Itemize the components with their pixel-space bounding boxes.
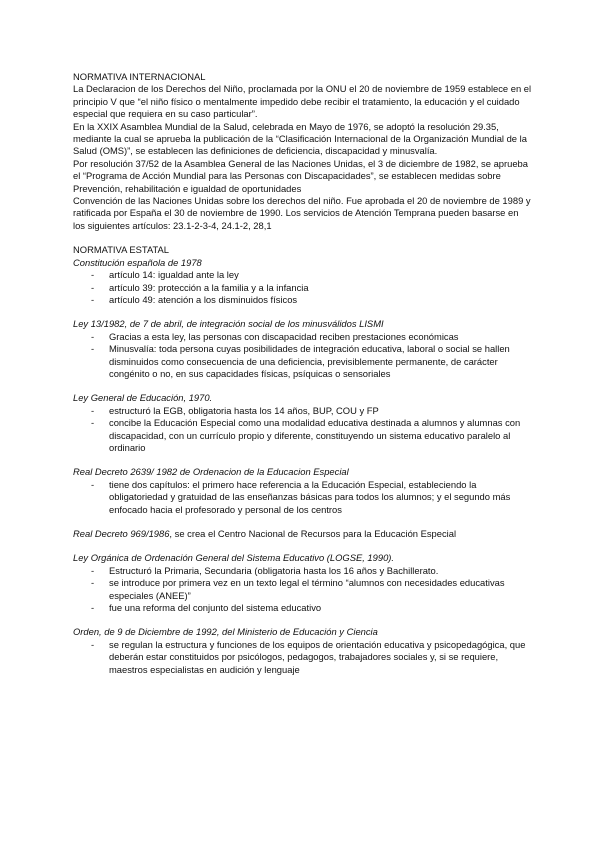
orden1992-title: Orden, de 9 de Diciembre de 1992, del Ministerio de Educación y Ciencia xyxy=(73,626,378,638)
list-item: - Minusvalía: toda persona cuyas posibilidades de integración educativa, laboral o social se hallen disminuidos como consecuencia de una deficiencia, previsiblemente permanente, de carácter congénito o no, en sus capacidades físicas, psíquicas o sensoriales xyxy=(91,343,510,379)
list-item: - Estructuró la Primaria, Secundaria (obligatoria hasta los 16 años y Bachillerato. xyxy=(91,564,439,576)
lismi-list xyxy=(73,331,533,381)
lismi-title: Ley 13/1982, de 7 de abril, de integración social de los minusválidos LISMI xyxy=(73,318,384,330)
list-item: - fue una reforma del conjunto del sistema educativo xyxy=(91,602,322,614)
estatal-heading: NORMATIVA ESTATAL xyxy=(73,244,170,256)
list-item: - artículo 14: igualdad ante la ley xyxy=(91,269,239,281)
intl-paragraph-3: Por resolución 37/52 de la Asamblea General de las Naciones Unidas, el 3 de diciembre de 1982, se aprueba el “Programa de Acción Mundial para las Personas con Discapacidades”, se establecen medidas sobre Prevención, rehabilitación e igualdad de oportunidades xyxy=(73,157,528,194)
rd2639-title: Real Decreto 2639/ 1982 de Ordenacion de la Educacion Especial xyxy=(73,466,349,478)
document-page xyxy=(73,71,533,676)
list-item: - estructuró la EGB, obligatoria hasta los 14 años, BUP, COU y FP xyxy=(91,404,379,416)
intl-paragraph-4: Convención de las Naciones Unidas sobre los derechos del niño. Fue aprobada el 20 de noviembre de 1989 y ratificada por España el 30 de noviembre de 1990. Los servicios de Atención Temprana pueden basarse en los siguientes artículos: 23.1-2-3-4, 24.1-2, 28,1 xyxy=(73,195,531,231)
logse-list xyxy=(73,565,533,615)
constitucion-title: Constitución española de 1978 xyxy=(73,256,202,268)
list-item: - Gracias a esta ley, las personas con discapacidad reciben prestaciones económicas xyxy=(91,330,459,342)
list-item: - tiene dos capítulos: el primero hace referencia a la Educación Especial, estableciendo la obligatoriedad y gratuidad de las enseñanzas básicas para todos los alumnos; y el segundo más enfocado hacia el profesorado y personal de los centros xyxy=(91,478,511,515)
lge-title: Ley General de Educación, 1970. xyxy=(73,392,213,404)
international-heading: NORMATIVA INTERNACIONAL xyxy=(73,71,206,82)
list-item: - artículo 39: protección a la familia y a la infancia xyxy=(91,281,309,293)
list-item: - artículo 49: atención a los disminuidos físicos xyxy=(91,293,298,305)
list-item: - se introduce por primera vez en un texto legal el término “alumnos con necesidades educativas especiales (ANEE)” xyxy=(91,577,505,601)
logse-title: Ley Orgánica de Ordenación General del Sistema Educativo (LOGSE, 1990). xyxy=(73,552,395,564)
rd2639-list xyxy=(73,479,533,516)
list-item: - concibe la Educación Especial como una modalidad educativa destinada a alumnos y alumnas con discapacidad, con un currículo propio y diferente, constituyendo un sistema educativo paralelo al ordinario xyxy=(91,417,521,453)
orden1992-list xyxy=(73,639,533,676)
rd969-text: , se crea el Centro Nacional de Recursos para la Educación Especial xyxy=(169,528,457,539)
intl-paragraph-1: La Declaracion de los Derechos del Niño, proclamada por la ONU el 20 de noviembre de 1959 establece en el principio V que “el niño físico o mentalmente impedido debe recibir el tratamiento, la educación y el cuidado especial que requiera en su caso particular”. xyxy=(73,83,532,120)
rd969-title: Real Decreto 969/1986 xyxy=(73,528,170,539)
list-item: - se regulan la estructura y funciones de los equipos de orientación educativa y psicopedagógica, que deberán estar constituidos por psicólogos, pedagogos, trabajadores sociales y, si se requiere, maestros especialistas en audición y lenguaje xyxy=(91,638,526,675)
rd969-line xyxy=(73,528,533,540)
lge-list xyxy=(73,405,533,455)
intl-paragraph-2: En la XXIX Asamblea Mundial de la Salud, celebrada en Mayo de 1976, se adoptó la resolución 29.35, mediante la cual se aprueba la publicación de la “Clasificación Internacional de la Organización Mundial de la Salud (OMS)”, se establecen las definiciones de deficiencia, discapacidad y minusvalía. xyxy=(73,120,527,157)
constitucion-list xyxy=(73,269,533,306)
